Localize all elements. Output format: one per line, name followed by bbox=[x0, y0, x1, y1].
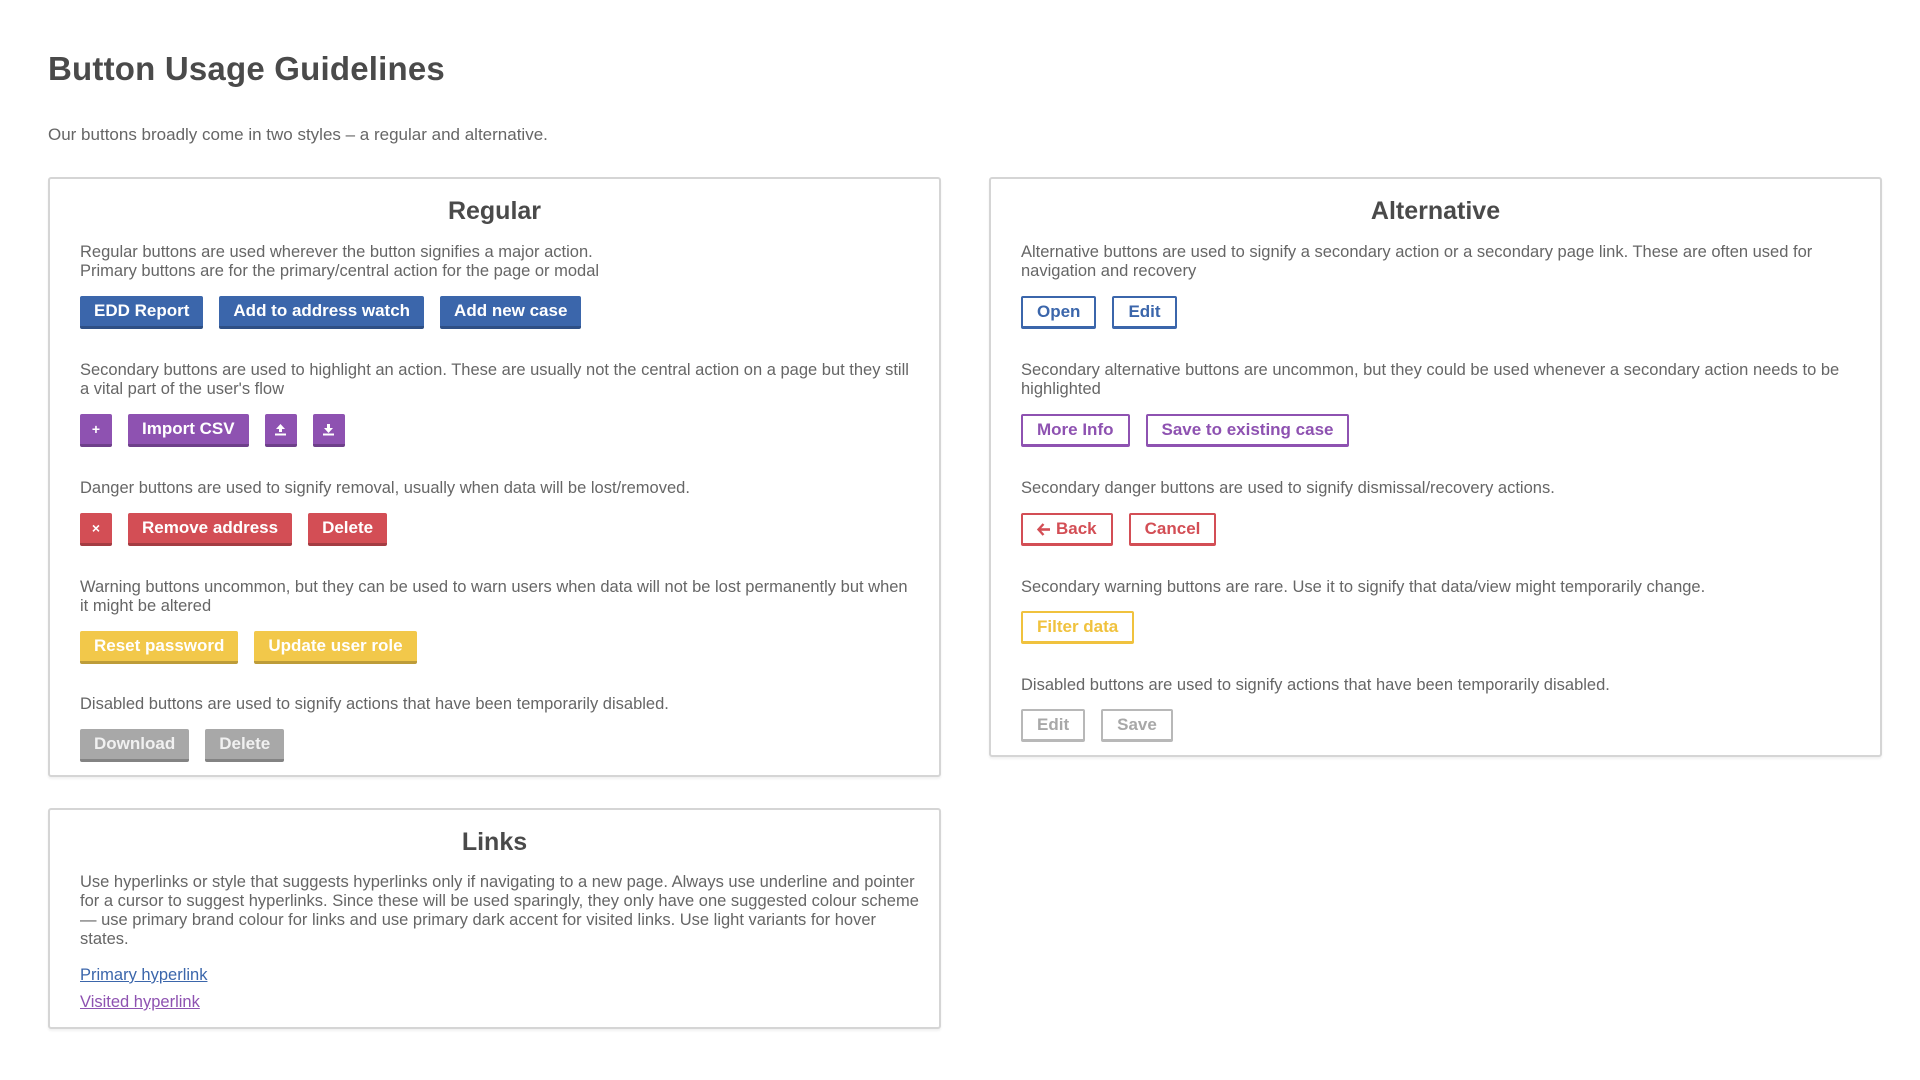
primary-description-line-1: Regular buttons are used wherever the button signifies a major action. bbox=[80, 243, 593, 261]
alternative-card-title: Alternative bbox=[1370, 197, 1501, 225]
download-disabled-button: Download bbox=[80, 729, 189, 762]
alt-disabled-button-row bbox=[1021, 709, 1173, 742]
warning-button-row bbox=[80, 631, 417, 664]
delete-disabled-button: Delete bbox=[205, 729, 284, 762]
save-to-existing-case-button[interactable]: Save to existing case bbox=[1146, 414, 1350, 447]
alt-danger-button-row bbox=[1021, 513, 1216, 546]
add-button[interactable] bbox=[80, 414, 112, 447]
page-title: Button Usage Guidelines bbox=[48, 50, 445, 87]
add-to-address-watch-button[interactable]: Add to address watch bbox=[219, 296, 424, 329]
danger-description: Danger buttons are used to signify removal, usually when data will be lost/removed. bbox=[80, 479, 690, 497]
delete-button[interactable]: Delete bbox=[308, 513, 387, 546]
secondary-description: Secondary buttons are used to highlight an action. These are usually not the central action on a page but they still a vital part of the user's flow bbox=[80, 361, 909, 398]
update-user-role-button[interactable]: Update user role bbox=[254, 631, 416, 664]
visited-hyperlink[interactable]: Visited hyperlink bbox=[80, 993, 200, 1011]
alt-primary-button-row bbox=[1021, 296, 1177, 329]
disabled-button-row bbox=[80, 729, 284, 762]
download-icon bbox=[322, 423, 335, 436]
edd-report-button[interactable]: EDD Report bbox=[80, 296, 203, 329]
warning-description: Warning buttons uncommon, but they can be used to warn users when data will not be lost permanently but when it might be altered bbox=[80, 578, 908, 615]
back-button-label: Back bbox=[1056, 519, 1097, 538]
edit-disabled-button: Edit bbox=[1021, 709, 1085, 742]
more-info-button[interactable]: More Info bbox=[1021, 414, 1130, 447]
primary-button-row bbox=[80, 296, 581, 329]
open-button[interactable]: Open bbox=[1021, 296, 1096, 329]
filter-data-button[interactable]: Filter data bbox=[1021, 611, 1134, 644]
arrow-left-icon bbox=[1037, 523, 1051, 536]
links-card-title: Links bbox=[461, 828, 528, 856]
upload-button[interactable] bbox=[265, 414, 297, 447]
secondary-button-row bbox=[80, 414, 345, 447]
alt-secondary-description: Secondary alternative buttons are uncommon, but they could be used whenever a secondary action needs to be highlighted bbox=[1021, 361, 1840, 398]
save-disabled-button: Save bbox=[1101, 709, 1173, 742]
cancel-button[interactable]: Cancel bbox=[1129, 513, 1217, 546]
close-icon: × bbox=[91, 520, 101, 536]
close-button[interactable] bbox=[80, 513, 112, 546]
primary-description bbox=[80, 243, 920, 281]
page-intro: Our buttons broadly come in two styles – a regular and alternative. bbox=[48, 125, 548, 144]
edit-button[interactable]: Edit bbox=[1112, 296, 1176, 329]
disabled-description: Disabled buttons are used to signify actions that have been temporarily disabled. bbox=[80, 695, 669, 713]
alt-danger-description: Secondary danger buttons are used to signify dismissal/recovery actions. bbox=[1021, 479, 1555, 497]
links-card bbox=[48, 808, 941, 1029]
download-button[interactable] bbox=[313, 414, 345, 447]
alt-warning-button-row bbox=[1021, 611, 1134, 644]
regular-card-title: Regular bbox=[447, 197, 542, 225]
alt-primary-description: Alternative buttons are used to signify a secondary action or a secondary page link. These are often used for navigation and recovery bbox=[1021, 243, 1813, 280]
upload-icon bbox=[274, 423, 287, 436]
primary-hyperlink[interactable]: Primary hyperlink bbox=[80, 966, 208, 984]
alt-warning-description: Secondary warning buttons are rare. Use it to signify that data/view might temporarily change. bbox=[1021, 578, 1706, 596]
import-csv-button[interactable]: Import CSV bbox=[128, 414, 249, 447]
back-button[interactable] bbox=[1021, 513, 1113, 546]
alt-secondary-button-row bbox=[1021, 414, 1349, 447]
add-new-case-button[interactable]: Add new case bbox=[440, 296, 581, 329]
remove-address-button[interactable]: Remove address bbox=[128, 513, 292, 546]
alt-disabled-description: Disabled buttons are used to signify actions that have been temporarily disabled. bbox=[1021, 676, 1610, 694]
primary-description-line-2: Primary buttons are for the primary/central action for the page or modal bbox=[80, 262, 600, 280]
regular-card bbox=[48, 177, 941, 777]
danger-button-row bbox=[80, 513, 387, 546]
reset-password-button[interactable]: Reset password bbox=[80, 631, 238, 664]
plus-icon: + bbox=[91, 421, 101, 437]
alternative-card bbox=[989, 177, 1882, 757]
links-description: Use hyperlinks or style that suggests hyperlinks only if navigating to a new page. Always use underline and pointer for a cursor to suggest hyperlinks. Since these will be used sparingly, they only have one suggested colour scheme — use primary brand colour for links and use primary dark accent for visited links. Use light variants for hover states. bbox=[80, 873, 919, 948]
